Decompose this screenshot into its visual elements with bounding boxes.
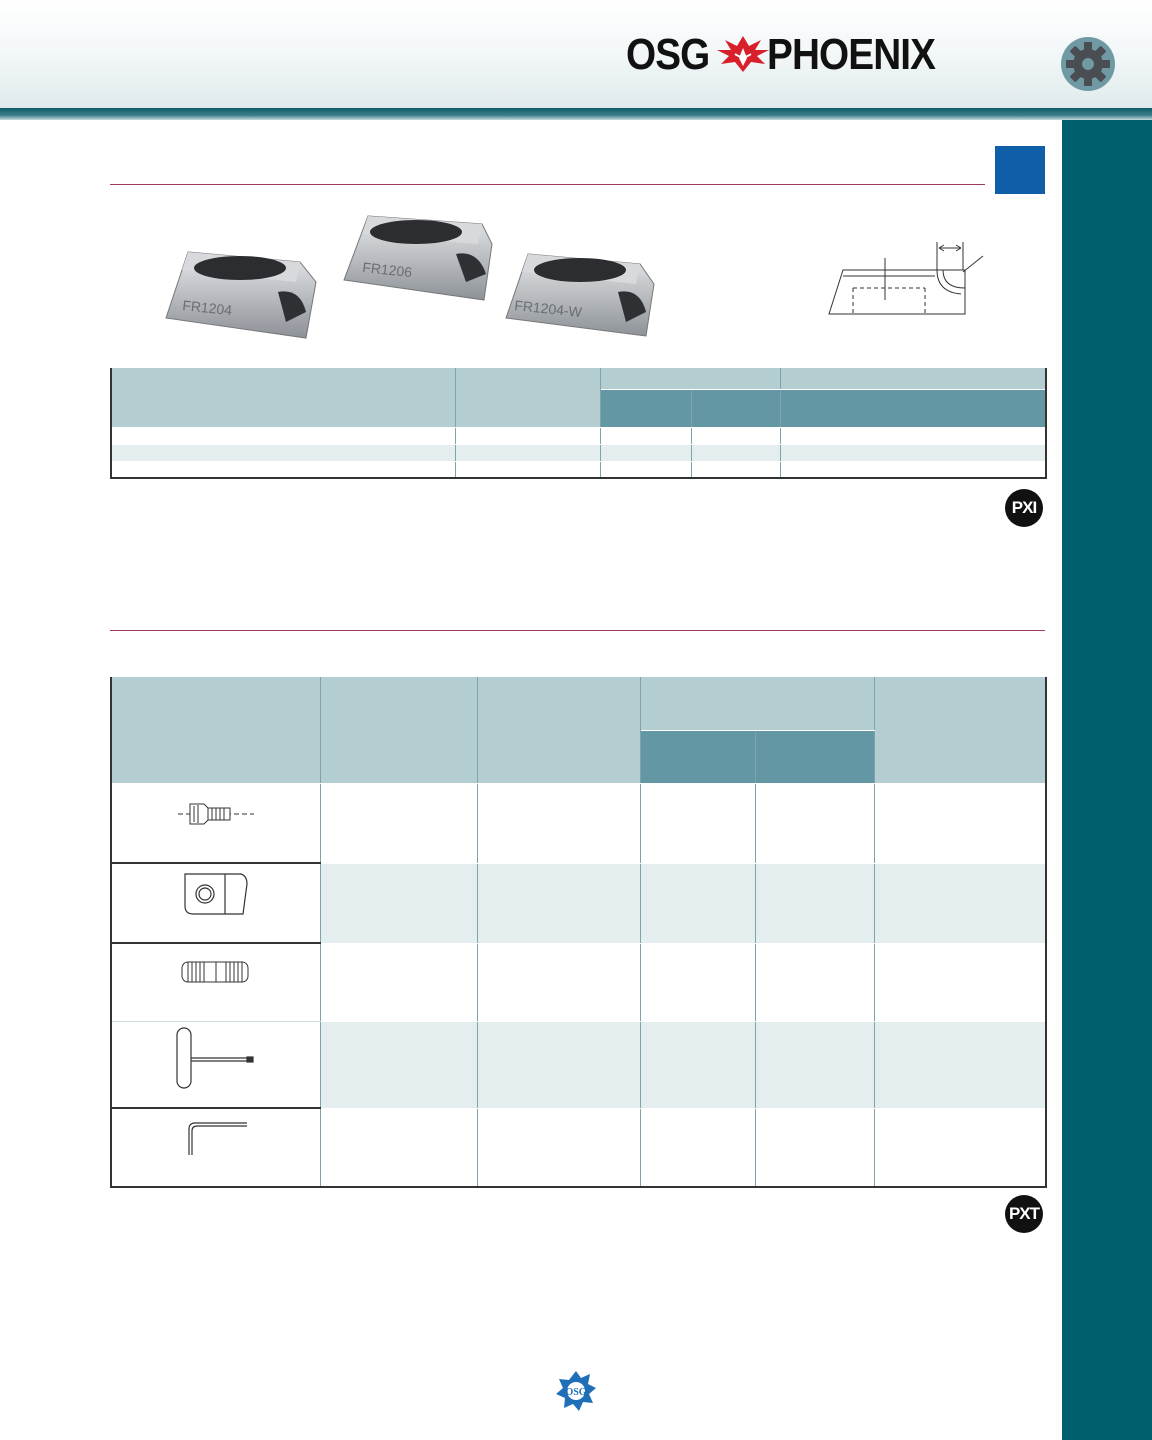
- table-row: [111, 427, 1046, 444]
- osg-phoenix-logo: [626, 32, 958, 78]
- insert-label-3: FR1204-W: [513, 297, 583, 321]
- clamp-screw-icon: [176, 794, 256, 834]
- insert-fr1204: [166, 252, 316, 338]
- side-bar: [1062, 120, 1152, 1440]
- osg-logo-icon: [555, 1370, 597, 1412]
- table-row: [111, 783, 1046, 863]
- col-header-b1: [780, 389, 1046, 427]
- col-header-note: [874, 677, 1046, 783]
- brand-phoenix-text: PHOENIX: [766, 30, 935, 79]
- insert-fr1204-w: [506, 254, 654, 336]
- col-header-group-b: [780, 368, 1046, 389]
- section-tab-marker: [995, 146, 1045, 194]
- insert-label-1: FR1204: [181, 297, 233, 319]
- phoenix-bird-icon: [713, 32, 773, 78]
- insert-spec-table: [110, 368, 1047, 479]
- table-row: [111, 863, 1046, 943]
- insert-fr1206: [344, 216, 492, 300]
- col-header-size: [455, 368, 600, 427]
- col-header-group: [640, 677, 874, 730]
- clamp-icon: [181, 870, 251, 920]
- page-header: [0, 0, 1152, 108]
- col-header-description: [477, 677, 640, 783]
- table-row: [111, 1021, 1046, 1108]
- col-header-code: [320, 677, 477, 783]
- hex-key-icon: [181, 1119, 251, 1159]
- insert-dimension-drawing: [825, 236, 985, 318]
- col-header-a2: [691, 389, 780, 427]
- gear-icon: [1060, 36, 1116, 92]
- insert-label-2: FR1206: [361, 259, 413, 281]
- col-header-item: [111, 368, 455, 427]
- table-row: [111, 444, 1046, 461]
- svg-text:OSG: OSG: [565, 1387, 587, 1398]
- parts-spec-table: [110, 677, 1047, 1188]
- col-header-sub1: [640, 730, 755, 783]
- threaded-pin-icon: [176, 954, 256, 990]
- col-header-a1: [600, 389, 691, 427]
- col-header-sub2: [755, 730, 874, 783]
- col-header-group-a: [600, 368, 780, 389]
- section1-rule: [110, 184, 985, 185]
- table-row: [111, 461, 1046, 478]
- pxi-badge: PXI: [1005, 489, 1043, 527]
- brand-osg-text: OSG: [626, 30, 710, 79]
- section2-rule: [110, 630, 1045, 631]
- table-row: [111, 1108, 1046, 1187]
- pxt-badge: PXT: [1005, 1195, 1043, 1233]
- table-row: [111, 943, 1046, 1021]
- insert-photos: [160, 210, 660, 345]
- t-wrench-icon: [171, 1026, 261, 1092]
- header-rule: [0, 108, 1152, 120]
- col-header-part: [111, 677, 320, 783]
